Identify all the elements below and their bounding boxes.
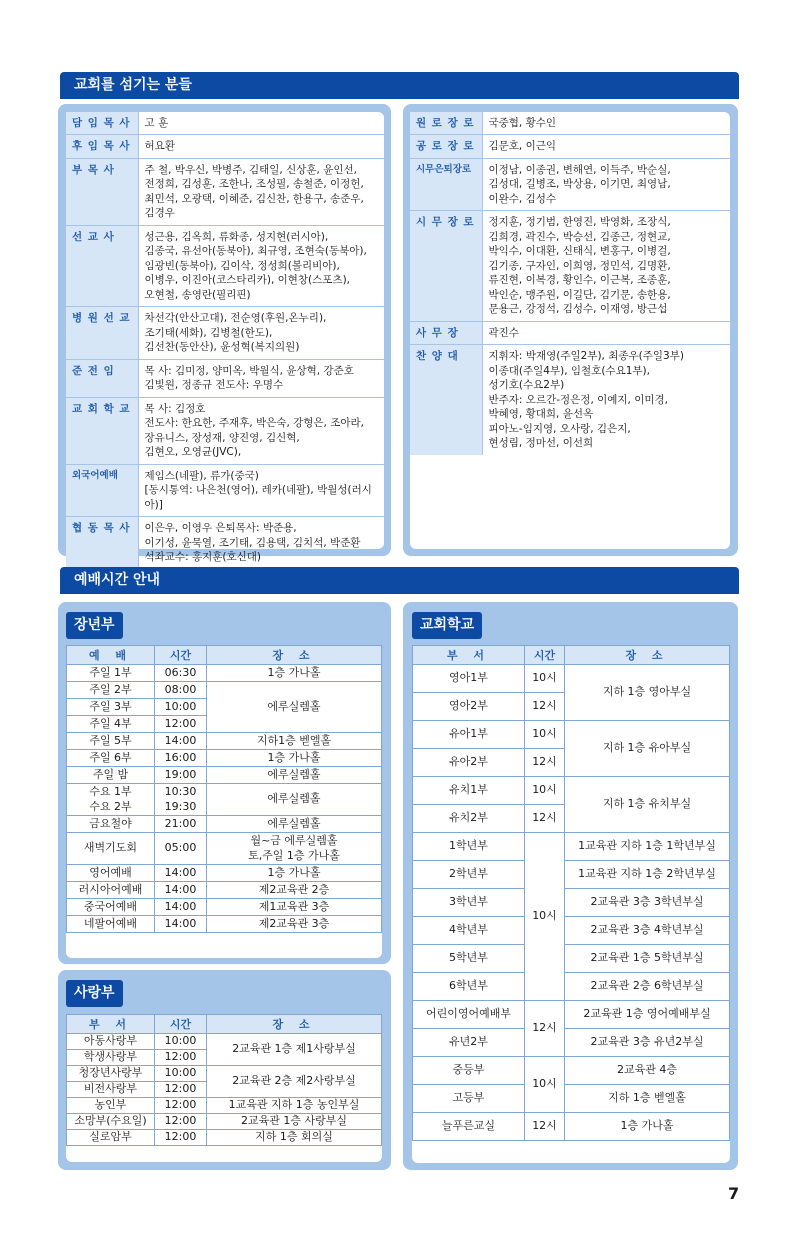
department-name: 주일 1부 [67, 665, 155, 682]
staff-role-label: 공 로 장 로 [410, 135, 482, 158]
department-name: 유치2부 [413, 805, 525, 833]
service-time: 06:30 [155, 665, 207, 682]
service-time: 12시 [525, 1001, 565, 1057]
department-name: 유치1부 [413, 777, 525, 805]
department-name: 금요철야 [67, 816, 155, 833]
department-name: 유년2부 [413, 1029, 525, 1057]
service-time: 12:00 [155, 1130, 207, 1146]
service-time: 10:00 [155, 1066, 207, 1082]
school-schedule-table [412, 645, 730, 1141]
adult-schedule-table [66, 645, 382, 933]
service-time: 10시 [525, 1057, 565, 1113]
service-place: 2교육관 3층 유년2부실 [565, 1029, 730, 1057]
service-time: 14:00 [155, 865, 207, 882]
service-place: 지하1층 벧엘홀 [207, 733, 382, 750]
service-place: 지하 1층 유치부실 [565, 777, 730, 833]
staff-row [66, 158, 384, 225]
staff-row [410, 158, 730, 210]
schedule-row [67, 750, 382, 767]
schedule-row [413, 1029, 730, 1057]
schedule-row [67, 1066, 382, 1082]
service-time: 12:00 [155, 1114, 207, 1130]
staff-row [410, 321, 730, 344]
service-time: 10:00 [155, 1034, 207, 1050]
service-place: 지하 1층 회의실 [207, 1130, 382, 1146]
schedule-row [67, 784, 382, 816]
schedule-row [67, 733, 382, 750]
section-title-staff: 교회를 섬기는 분들 [60, 72, 739, 99]
department-name: 농인부 [67, 1098, 155, 1114]
section-title-worship: 예배시간 안내 [60, 567, 739, 594]
service-time: 12:00 [155, 1050, 207, 1066]
service-place: 1교육관 지하 1층 농인부실 [207, 1098, 382, 1114]
love-title: 사랑부 [66, 980, 123, 1007]
service-time: 05:00 [155, 833, 207, 865]
service-time: 14:00 [155, 916, 207, 933]
service-time: 14:00 [155, 733, 207, 750]
staff-card-right [410, 112, 730, 549]
col-header: 부 서 [413, 646, 525, 665]
page-number: 7 [728, 1184, 740, 1203]
service-place: 에루실렘홀 [207, 682, 382, 733]
staff-names: 이정남, 이종권, 변해연, 이득주, 박순실, 김성대, 길병조, 박상용, 이기면, 최영남, 이완수, 김성수 [482, 158, 730, 210]
schedule-row [67, 833, 382, 865]
schedule-row [413, 1113, 730, 1141]
service-place: 2교육관 1층 제1사랑부실 [207, 1034, 382, 1066]
staff-names: 제임스(네팔), 류가(중국) [동시통역: 나은천(영어), 레카(네팔), 박월성(러시아)] [138, 464, 384, 516]
service-place: 1층 가나홀 [207, 750, 382, 767]
staff-role-label: 찬 양 대 [410, 345, 482, 455]
schedule-row [67, 916, 382, 933]
staff-card-left [66, 112, 384, 564]
col-header: 예 배 [67, 646, 155, 665]
service-time: 12시 [525, 693, 565, 721]
service-place: 1층 가나홀 [207, 665, 382, 682]
service-time: 12:00 [155, 1082, 207, 1098]
staff-row [66, 135, 384, 158]
department-name: 새벽기도회 [67, 833, 155, 865]
schedule-row [413, 1057, 730, 1085]
service-place: 1교육관 지하 1층 1학년부실 [565, 833, 730, 861]
schedule-row [67, 1098, 382, 1114]
schedule-row [413, 1001, 730, 1029]
staff-role-label: 시무은퇴장로 [410, 158, 482, 210]
col-header: 장 소 [565, 646, 730, 665]
department-name: 수요 1부 수요 2부 [67, 784, 155, 816]
department-name: 주일 2부 [67, 682, 155, 699]
staff-names: 목 사: 김미정, 양미옥, 박월식, 윤상혁, 강준호 김빛원, 정종규 전도사: 우명수 [138, 359, 384, 397]
staff-table-left [66, 112, 384, 569]
staff-row [66, 464, 384, 516]
col-header: 부 서 [67, 1015, 155, 1034]
schedule-row [67, 665, 382, 682]
department-name: 어린이영어예배부 [413, 1001, 525, 1029]
schedule-row [413, 917, 730, 945]
schedule-row [413, 777, 730, 805]
staff-row [410, 345, 730, 455]
service-place: 2교육관 1층 영어예배부실 [565, 1001, 730, 1029]
staff-role-label: 시 무 장 로 [410, 211, 482, 321]
service-time: 19:00 [155, 767, 207, 784]
schedule-row [67, 865, 382, 882]
service-time: 12시 [525, 805, 565, 833]
staff-row [410, 112, 730, 135]
service-place: 2교육관 4층 [565, 1057, 730, 1085]
schedule-row [67, 899, 382, 916]
department-name: 3학년부 [413, 889, 525, 917]
love-card [66, 1014, 382, 1162]
department-name: 아동사랑부 [67, 1034, 155, 1050]
service-time: 10시 [525, 777, 565, 805]
staff-role-label: 협 동 목 사 [66, 517, 138, 569]
department-name: 주일 3부 [67, 699, 155, 716]
service-place: 월~금 에루실렘홀 토,주일 1층 가나홀 [207, 833, 382, 865]
department-name: 2학년부 [413, 861, 525, 889]
service-time: 14:00 [155, 882, 207, 899]
department-name: 주일 밤 [67, 767, 155, 784]
staff-names: 목 사: 김정호 전도사: 한요한, 주재후, 박은숙, 강형은, 조아라, 장유니스, 장성재, 양진영, 김신혁, 김현오, 오영균(JVC), [138, 397, 384, 464]
staff-row [66, 225, 384, 306]
staff-role-label: 준 전 임 [66, 359, 138, 397]
department-name: 6학년부 [413, 973, 525, 1001]
department-name: 실로암부 [67, 1130, 155, 1146]
service-place: 에루실렘홀 [207, 816, 382, 833]
staff-names: 곽진수 [482, 321, 730, 344]
staff-role-label: 병 원 선 교 [66, 307, 138, 359]
staff-row [66, 397, 384, 464]
service-place: 2교육관 3층 3학년부실 [565, 889, 730, 917]
service-place: 2교육관 3층 4학년부실 [565, 917, 730, 945]
service-place: 지하 1층 영아부실 [565, 665, 730, 721]
service-time: 10시 [525, 665, 565, 693]
service-place: 제2교육관 2층 [207, 882, 382, 899]
department-name: 네팔어예배 [67, 916, 155, 933]
service-place: 에루실렘홀 [207, 767, 382, 784]
department-name: 주일 4부 [67, 716, 155, 733]
schedule-row [413, 889, 730, 917]
schedule-row [67, 1130, 382, 1146]
schedule-row [413, 945, 730, 973]
col-header: 장 소 [207, 646, 382, 665]
service-time: 14:00 [155, 899, 207, 916]
staff-names: 주 철, 박우신, 박병주, 김태일, 신상훈, 윤인선, 전정희, 김성훈, 조한나, 조성필, 송철준, 이정헌, 최민석, 오광택, 이혜준, 김신찬, 한용구, 송준우, 김경우 [138, 158, 384, 225]
staff-role-label: 부 목 사 [66, 158, 138, 225]
love-schedule-table [66, 1014, 382, 1146]
department-name: 소망부(수요일) [67, 1114, 155, 1130]
department-name: 주일 5부 [67, 733, 155, 750]
department-name: 1학년부 [413, 833, 525, 861]
staff-row [66, 307, 384, 359]
staff-names: 차선각(안산고대), 전순영(후원,온누리), 조기태(세화), 김병철(한도), 김선찬(동안산), 윤성혁(복지의원) [138, 307, 384, 359]
staff-names: 이은우, 이영우 은퇴목사: 박준용, 이기성, 윤묵열, 조기태, 김용택, 김치석, 박준환 석좌교수: 홍지훈(호신대) [144, 522, 361, 564]
department-name: 늘푸른교실 [413, 1113, 525, 1141]
staff-row [410, 135, 730, 158]
staff-names: 허요환 [138, 135, 384, 158]
staff-row [66, 517, 384, 569]
staff-row [66, 359, 384, 397]
schedule-row [413, 721, 730, 749]
schedule-row [413, 665, 730, 693]
staff-role-label: 교 회 학 교 [66, 397, 138, 464]
service-time: 10:00 [155, 699, 207, 716]
department-name: 중국어예배 [67, 899, 155, 916]
department-name: 유아1부 [413, 721, 525, 749]
col-header: 시간 [155, 1015, 207, 1034]
service-place: 에루실렘홀 [207, 784, 382, 816]
staff-role-label: 원 로 장 로 [410, 112, 482, 135]
service-place: 1층 가나홀 [565, 1113, 730, 1141]
col-header: 시간 [155, 646, 207, 665]
service-time: 10시 [525, 721, 565, 749]
service-place: 2교육관 1층 5학년부실 [565, 945, 730, 973]
staff-role-label: 후 임 목 사 [66, 135, 138, 158]
department-name: 주일 6부 [67, 750, 155, 767]
department-name: 러시아어예배 [67, 882, 155, 899]
school-title: 교회학교 [412, 612, 482, 639]
service-time: 12시 [525, 749, 565, 777]
service-place: 2교육관 2층 제2사랑부실 [207, 1066, 382, 1098]
staff-role-label: 사 무 장 [410, 321, 482, 344]
department-name: 고등부 [413, 1085, 525, 1113]
service-time: 08:00 [155, 682, 207, 699]
school-card [412, 645, 730, 1163]
department-name: 영아1부 [413, 665, 525, 693]
service-time: 12:00 [155, 716, 207, 733]
staff-table-right [410, 112, 730, 455]
staff-names: 지휘자: 박재영(주일2부), 최종우(주일3부) 이종대(주일4부), 임철호(수요1부), 성기호(수요2부) 반주자: 오르간-정은정, 이예지, 이미경, 박혜영, 황대희, 윤선옥 피아노-임지영, 오사랑, 김은지, 현성림, 정마선, 이선희 [488, 350, 684, 450]
schedule-row [413, 973, 730, 1001]
department-name: 영아2부 [413, 693, 525, 721]
staff-role-label: 담 임 목 사 [66, 112, 138, 135]
service-place: 제1교육관 3층 [207, 899, 382, 916]
department-name: 학생사랑부 [67, 1050, 155, 1066]
service-place: 2교육관 2층 6학년부실 [565, 973, 730, 1001]
adult-title: 장년부 [66, 612, 123, 639]
col-header: 시간 [525, 646, 565, 665]
col-header: 장 소 [207, 1015, 382, 1034]
staff-names: 국중협, 황수인 [482, 112, 730, 135]
department-name: 유아2부 [413, 749, 525, 777]
staff-role-label: 외국어예배 [66, 464, 138, 516]
department-name: 4학년부 [413, 917, 525, 945]
schedule-row [67, 1034, 382, 1050]
service-place: 1교육관 지하 1층 2학년부실 [565, 861, 730, 889]
department-name: 청장년사랑부 [67, 1066, 155, 1082]
staff-names: 김문호, 이근익 [482, 135, 730, 158]
staff-names: 고 훈 [138, 112, 384, 135]
service-time: 12:00 [155, 1098, 207, 1114]
service-place: 지하 1층 유아부실 [565, 721, 730, 777]
staff-row [410, 211, 730, 321]
service-time: 21:00 [155, 816, 207, 833]
schedule-row [413, 1085, 730, 1113]
service-place: 1층 가나홀 [207, 865, 382, 882]
service-place: 2교육관 1층 사랑부실 [207, 1114, 382, 1130]
staff-role-label: 선 교 사 [66, 225, 138, 306]
staff-names: 정지훈, 정기범, 한영진, 박영화, 조장식, 김희경, 곽진수, 박승선, 김종근, 정현교, 박익수, 이대환, 신태식, 변홍구, 이병걸, 김기종, 구자인, 이희영, 정민석, 김명환, 류진현, 이복경, 황인수, 이근복, 조종훈, 박인순, 맹주원, 이길단, 김기문, 송한용, 문용근, 강정석, 김성수, 이재영, 방근섭 [482, 211, 730, 321]
schedule-row [413, 861, 730, 889]
service-place: 제2교육관 3층 [207, 916, 382, 933]
service-place: 지하 1층 벧엘홀 [565, 1085, 730, 1113]
schedule-row [67, 816, 382, 833]
adult-card [66, 645, 382, 958]
schedule-row [67, 682, 382, 699]
schedule-row [413, 833, 730, 861]
schedule-row [67, 882, 382, 899]
schedule-row [67, 1114, 382, 1130]
department-name: 5학년부 [413, 945, 525, 973]
department-name: 중등부 [413, 1057, 525, 1085]
service-time: 16:00 [155, 750, 207, 767]
staff-row [66, 112, 384, 135]
service-time: 12시 [525, 1113, 565, 1141]
schedule-row [67, 767, 382, 784]
service-time: 10:30 19:30 [155, 784, 207, 816]
staff-names: 성근용, 김옥희, 류화종, 성지현(러시아), 김종국, 유선아(동북아), 최규영, 조현숙(동북아), 임광빈(동북아), 김이삭, 정성희(볼리비아), 이병우, 이진아(코스타리카), 이현창(스포츠), 오현철, 송영란(필리핀) [138, 225, 384, 306]
department-name: 영어예배 [67, 865, 155, 882]
department-name: 비전사랑부 [67, 1082, 155, 1098]
service-time: 10시 [525, 833, 565, 1001]
